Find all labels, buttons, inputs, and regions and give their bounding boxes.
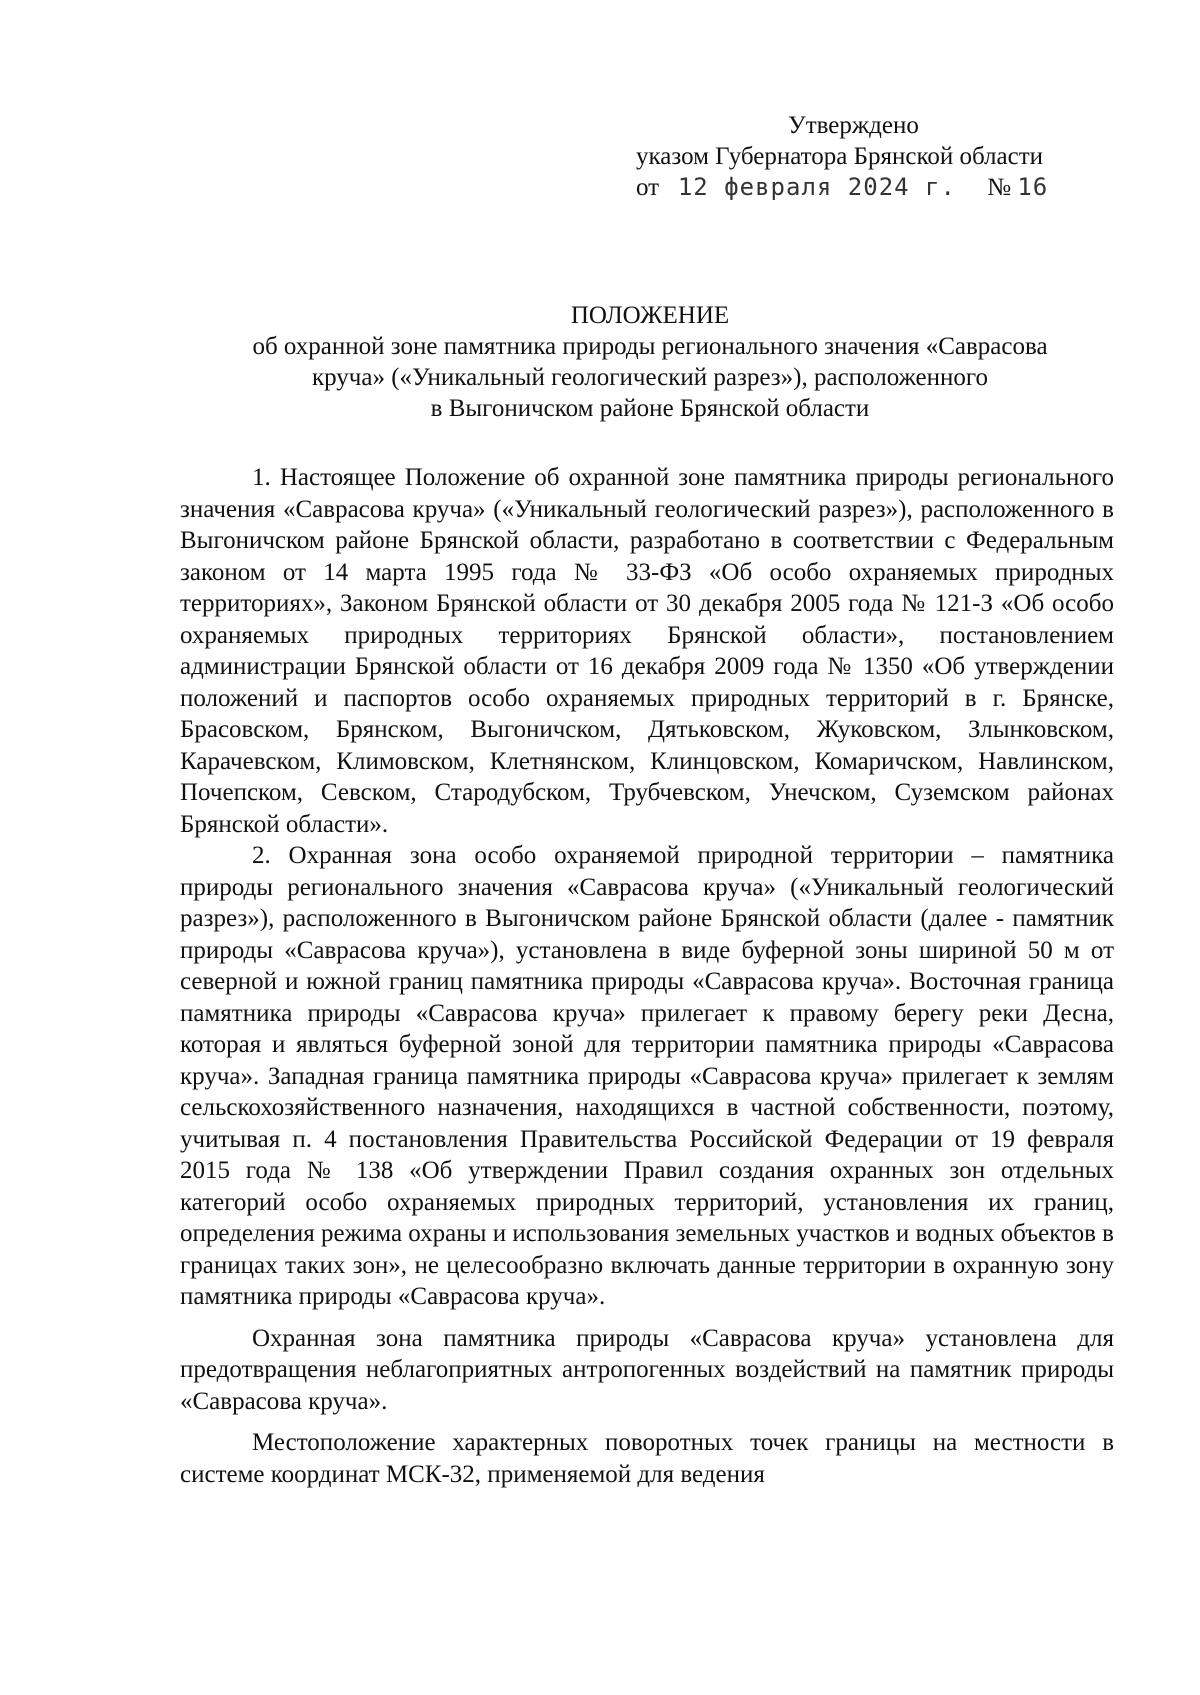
title-line-1: об охранной зоне памятника природы регионального значения «Саврасова <box>252 333 1048 360</box>
paragraph-3: Охранная зона памятника природы «Саврасова круча» установлена для предотвращения неблагоприятных антропогенных воздействий на памятник природы «Саврасова круча». <box>180 1324 1114 1415</box>
document-title <box>170 300 1130 424</box>
paragraph-1: 1. Настоящее Положение об охранной зоне памятника природы регионального значения «Саврасова круча» («Уникальный геологический разрез»), расположенного в Выгоничском районе Брянской области, разработано в соответствии с Федеральным законом от 14 марта 1995 года № 33-ФЗ «Об особо охраняемых природных территориях», Законом Брянской области от 30 декабря 2005 года № 121-З «Об особо охраняемых природных территориях Брянской области», постановлением администрации Брянской области от 16 декабря 2009 года № 1350 «Об утверждении положений и паспортов особо охраняемых природных территорий в г. Брянске, Брасовском, Брянском, Выгоничском, Дятьковском, Жуковском, Злынковском, Карачевском, Климовском, Клетнянском, Клинцовском, Комаричском, Навлинском, Почепском, Севском, Стародубском, Трубчевском, Унечском, Суземском районах Брянской области». <box>180 464 1114 838</box>
paragraph-2: 2. Охранная зона особо охраняемой природной территории – памятника природы регионального значения «Саврасова круча» («Уникальный геологический разрез»), расположенного в Выгоничском районе Брянской области (далее - памятник природы «Саврасова круча»), установлена в виде буферной зоны шириной 50 м от северной и южной границ памятника природы «Саврасова круча». Восточная граница памятника природы «Саврасова круча» прилегает к правому берегу реки Десна, которая и являться буферной зоной для территории памятника природы «Саврасова круча». Западная граница памятника природы «Саврасова круча» прилегает к землям сельскохозяйственного назначения, находящихся в частной собственности, поэтому, учитывая п. 4 постановления Правительства Российской Федерации от 19 февраля 2015 года № 138 «Об утверждении Правил создания охранных зон отдельных категорий особо охраняемых природных территорий, установления их границ, определения режима охраны и использования земельных участков и водных объектов в границах таких зон», не целесообразно включать данные территории в охранную зону памятника природы «Саврасова круча». <box>180 842 1114 1310</box>
title-line-3: в Выгоничском районе Брянской области <box>430 395 870 422</box>
document-body <box>180 462 1114 1490</box>
title-heading: ПОЛОЖЕНИЕ <box>570 302 730 329</box>
approval-date-line <box>636 172 1106 203</box>
title-line-2: круча» («Уникальный геологический разрез»), расположенного <box>311 364 989 391</box>
approval-number: 16 <box>1017 173 1049 201</box>
approval-authority: указом Губернатора Брянской области <box>636 143 1044 170</box>
approval-label: Утверждено <box>788 112 919 139</box>
approval-from-prefix: от <box>636 174 660 201</box>
approval-number-sign: № <box>987 174 1012 201</box>
approval-block <box>636 110 1106 203</box>
paragraph-4: Местоположение характерных поворотных точек границы на местности в системе координат МСК-32, применяемой для ведения <box>180 1429 1114 1488</box>
approval-date: 12 февраля 2024 г. <box>677 173 956 201</box>
